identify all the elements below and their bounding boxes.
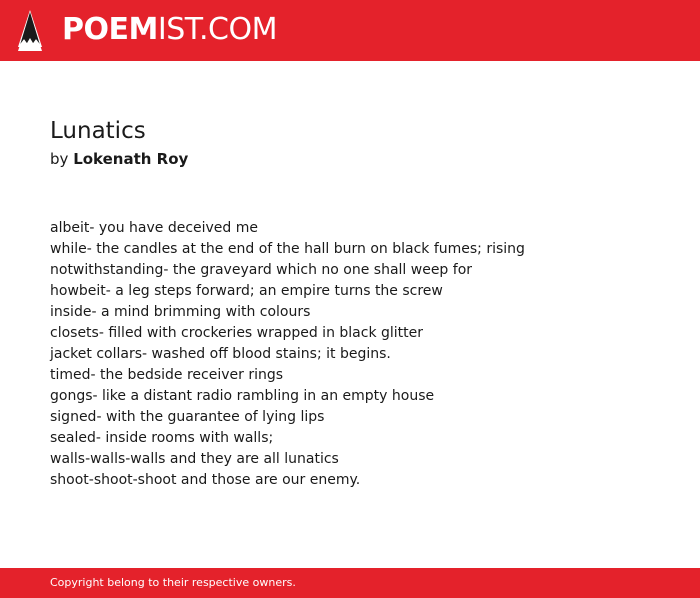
poem-line: gongs- like a distant radio rambling in an empty house — [50, 388, 435, 404]
by-label: by — [50, 150, 69, 168]
poem-body — [50, 218, 525, 491]
poem-byline — [50, 148, 188, 170]
poem-line: walls-walls-walls and they are all lunatics — [50, 451, 339, 467]
brand-name-bold: POEM — [62, 12, 158, 47]
poem-line: jacket collars- washed off blood stains; it begins. — [50, 346, 391, 362]
poem-line: shoot-shoot-shoot and those are our enemy. — [50, 472, 361, 488]
poem-line: notwithstanding- the graveyard which no one shall weep for — [50, 262, 473, 278]
site-header — [0, 0, 700, 61]
site-logo[interactable] — [62, 12, 277, 48]
site-footer — [0, 568, 700, 598]
copyright-text: Copyright belong to their respective owners. — [50, 576, 296, 589]
brand-name-light: IST.COM — [157, 12, 277, 47]
poem-line: signed- with the guarantee of lying lips — [50, 409, 325, 425]
poem-line: sealed- inside rooms with walls; — [50, 430, 274, 446]
poem-line: while- the candles at the end of the hall burn on black fumes; rising — [50, 241, 525, 257]
pencil-tip-icon[interactable] — [17, 9, 43, 52]
poem-line: howbeit- a leg steps forward; an empire turns the screw — [50, 283, 443, 299]
poem-line: inside- a mind brimming with colours — [50, 304, 311, 320]
poem-title: Lunatics — [50, 118, 146, 144]
poem-line: albeit- you have deceived me — [50, 220, 259, 236]
poem-line: closets- filled with crockeries wrapped in black glitter — [50, 325, 424, 341]
poem-line: timed- the bedside receiver rings — [50, 367, 284, 383]
poem-author: Lokenath Roy — [73, 150, 189, 168]
